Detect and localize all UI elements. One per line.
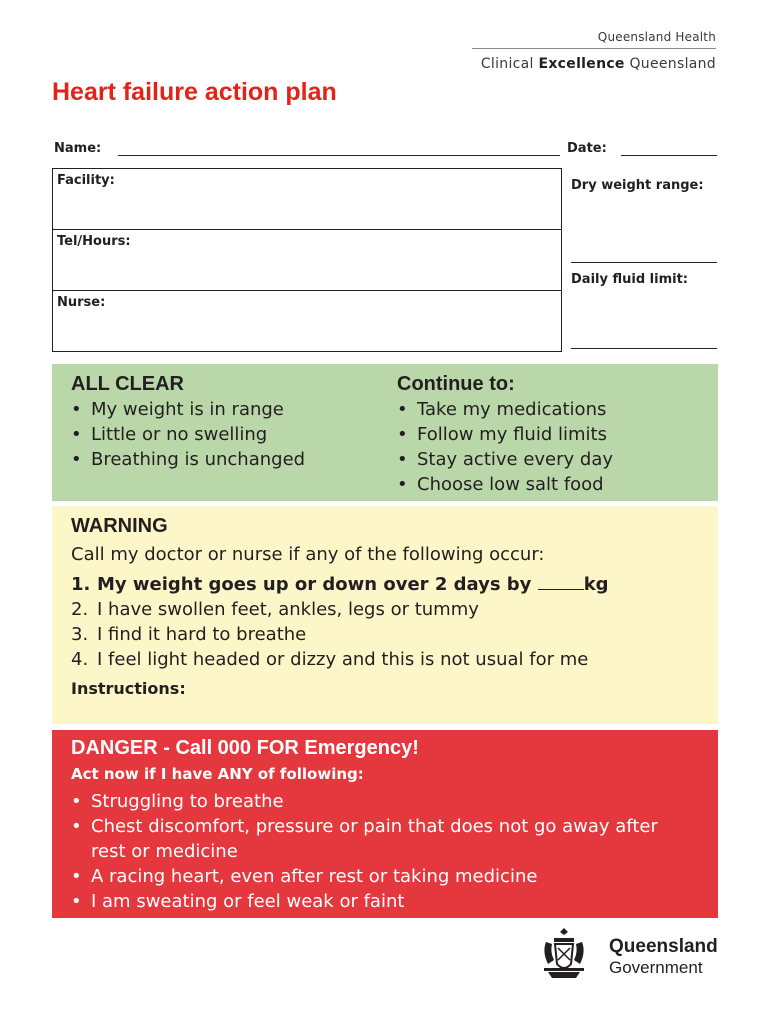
list-item: 1. My weight goes up or down over 2 days by kg bbox=[71, 574, 609, 595]
tel-hours-field[interactable] bbox=[52, 229, 562, 291]
logo-line-1: Queensland bbox=[609, 936, 718, 957]
warning-heading: WARNING bbox=[71, 515, 168, 537]
list-item: • Chest discomfort, pressure or pain that does not go away after bbox=[71, 814, 658, 839]
facility-label: Facility: bbox=[57, 173, 115, 188]
weight-change-field[interactable] bbox=[538, 574, 584, 590]
all-clear-panel bbox=[52, 364, 718, 501]
header-divider bbox=[472, 48, 716, 49]
date-field[interactable] bbox=[621, 155, 717, 156]
danger-subheading: Act now if I have ANY of following: bbox=[71, 765, 364, 783]
list-item: • Take my medications bbox=[397, 397, 613, 422]
organisation-name: Queensland Health bbox=[597, 30, 716, 44]
warning-intro: Call my doctor or nurse if any of the following occur: bbox=[71, 544, 545, 565]
page-title: Heart failure action plan bbox=[52, 78, 337, 106]
continue-list bbox=[397, 397, 613, 497]
list-item: • A racing heart, even after rest or taking medicine bbox=[71, 864, 658, 889]
warning-panel bbox=[52, 506, 718, 724]
list-item: • I am sweating or feel weak or faint bbox=[71, 889, 658, 914]
name-field[interactable] bbox=[118, 155, 560, 156]
list-item: • Follow my fluid limits bbox=[397, 422, 613, 447]
list-item: • Choose low salt food bbox=[397, 472, 613, 497]
list-item: • Little or no swelling bbox=[71, 422, 305, 447]
list-item: 2. I have swollen feet, ankles, legs or tummy bbox=[71, 599, 479, 620]
instructions-label: Instructions: bbox=[71, 679, 186, 698]
unit-name: Clinical Excellence Queensland bbox=[480, 56, 716, 72]
warning-list bbox=[71, 572, 609, 672]
all-clear-heading: ALL CLEAR bbox=[71, 373, 184, 395]
danger-heading: DANGER - Call 000 FOR Emergency! bbox=[71, 737, 419, 759]
list-item: • Stay active every day bbox=[397, 447, 613, 472]
fluid-limit-label: Daily fluid limit: bbox=[571, 272, 688, 287]
fluid-limit-field[interactable] bbox=[571, 348, 717, 349]
nurse-label: Nurse: bbox=[57, 295, 106, 310]
logo-line-2: Government bbox=[609, 958, 703, 977]
date-label: Date: bbox=[567, 141, 607, 156]
tel-hours-label: Tel/Hours: bbox=[57, 234, 131, 249]
nurse-field[interactable] bbox=[52, 290, 562, 352]
dry-weight-label: Dry weight range: bbox=[571, 178, 704, 193]
list-item: • Breathing is unchanged bbox=[71, 447, 305, 472]
list-item: 3. I find it hard to breathe bbox=[71, 624, 307, 645]
name-label: Name: bbox=[54, 141, 102, 156]
list-item: 4. I feel light headed or dizzy and this is not usual for me bbox=[71, 649, 589, 670]
list-item: • Struggling to breathe bbox=[71, 789, 658, 814]
list-item-continuation: rest or medicine bbox=[91, 841, 238, 862]
continue-heading: Continue to: bbox=[397, 373, 515, 395]
facility-field[interactable] bbox=[52, 168, 562, 230]
danger-panel bbox=[52, 730, 718, 918]
all-clear-list bbox=[71, 397, 305, 472]
list-item: • My weight is in range bbox=[71, 397, 305, 422]
danger-list bbox=[71, 789, 658, 914]
dry-weight-field[interactable] bbox=[571, 262, 717, 263]
